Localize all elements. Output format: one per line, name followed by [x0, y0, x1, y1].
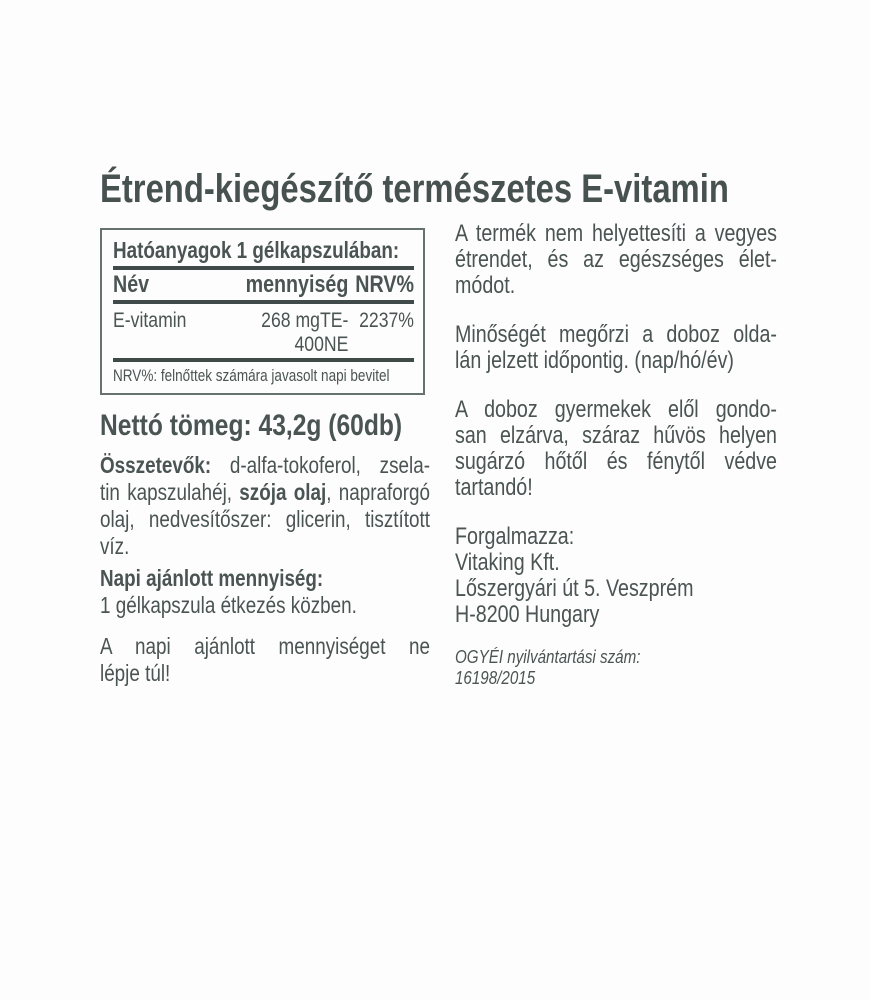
- text-line: OGYÉI nyilvántartási szám:: [455, 646, 641, 667]
- text-line: H-8200 Hungary: [455, 601, 600, 628]
- text-line: A termék nem helyettesíti a vegyes: [455, 220, 777, 247]
- text-line: lépje túl!: [100, 660, 171, 686]
- table-title: Hatóanyagok 1 gélkapszulában:: [113, 237, 400, 263]
- supplement-facts-table: [100, 228, 425, 395]
- net-weight: Nettó tömeg: 43,2g (60db): [100, 409, 403, 442]
- table-title-row: [102, 230, 423, 263]
- text-segment: d-alfa-tokoferol, zsela-: [229, 452, 430, 478]
- diet-note-paragraph: [455, 221, 777, 299]
- warning-paragraph-wrap: [100, 633, 430, 687]
- text-line: lán jelzett időpontig. (nap/hó/év): [455, 347, 734, 374]
- page-title-wrap: [100, 167, 780, 211]
- bold-text-segment: szója olaj: [239, 479, 327, 505]
- text-line: Forgalmazza:: [455, 523, 575, 550]
- text-segment: tin kapszulahéj,: [100, 479, 240, 505]
- table-data-row: [102, 304, 423, 356]
- warning-paragraph: [100, 633, 430, 687]
- text-line: tartandó!: [455, 474, 533, 501]
- ingredient-amount-line2: 400NE: [294, 332, 349, 356]
- net-weight-wrap: [100, 410, 430, 442]
- ingredients-paragraph-wrap: [100, 452, 430, 560]
- page-title: Étrend-kiegészítő természetes E-vitamin: [100, 167, 729, 211]
- distributor-block-wrap: [455, 524, 777, 628]
- table-footnote: NRV%: felnőttek számára javasolt napi bevitel: [113, 367, 390, 385]
- text-line: 16198/2015: [455, 667, 536, 688]
- ingredient-amount-line1: 268 mgTE-: [261, 308, 349, 332]
- registration-number: [455, 646, 777, 688]
- distributor-block: [455, 524, 777, 628]
- storage-note-wrap: [455, 397, 777, 501]
- bold-text-segment: Összetevők:: [100, 452, 230, 478]
- text-line: víz.: [100, 533, 130, 559]
- text-line: olaj, nedvesítőszer: glicerin, tisztított: [100, 506, 430, 532]
- text-line: sugárzó hőtől és fénytől védve: [455, 448, 777, 475]
- quality-note-wrap: [455, 322, 777, 374]
- ingredient-amount: [234, 308, 349, 356]
- column-header-nrv: NRV%: [355, 271, 414, 298]
- table-header-row: [102, 270, 423, 298]
- daily-dose-text-wrap: [100, 592, 430, 619]
- registration-block-wrap: [455, 646, 777, 688]
- column-header-name: Név: [113, 271, 150, 298]
- text-line: A doboz gyermekek elől gondo-: [455, 396, 777, 423]
- ingredients-paragraph: [100, 452, 430, 560]
- ingredient-nrv: 2237%: [359, 308, 414, 332]
- diet-note-wrap: [455, 221, 777, 299]
- text-line: módot.: [455, 272, 516, 299]
- text-line: A napi ajánlott mennyiséget ne: [100, 633, 430, 659]
- quality-note-paragraph: [455, 322, 777, 374]
- table-footnote-row: [102, 362, 423, 393]
- daily-dose-text: 1 gélkapszula étkezés közben.: [100, 592, 357, 618]
- column-header-amount: mennyiség: [245, 271, 349, 298]
- text-line: Minőségét megőrzi a doboz olda-: [455, 321, 777, 348]
- text-line: [100, 452, 430, 479]
- ingredient-name: E-vitamin: [113, 308, 187, 332]
- daily-dose-heading-wrap: [100, 565, 430, 592]
- text-segment: , napraforgó: [326, 479, 430, 505]
- text-line: étrendet, és az egészséges élet-: [455, 246, 777, 273]
- text-line: [100, 479, 430, 506]
- text-line: Lőszergyári út 5. Veszprém: [455, 575, 694, 602]
- text-line: Vitaking Kft.: [455, 549, 560, 576]
- storage-note-paragraph: [455, 397, 777, 501]
- daily-dose-heading: Napi ajánlott mennyiség:: [100, 565, 324, 591]
- text-line: san elzárva, száraz hűvös helyen: [455, 422, 777, 449]
